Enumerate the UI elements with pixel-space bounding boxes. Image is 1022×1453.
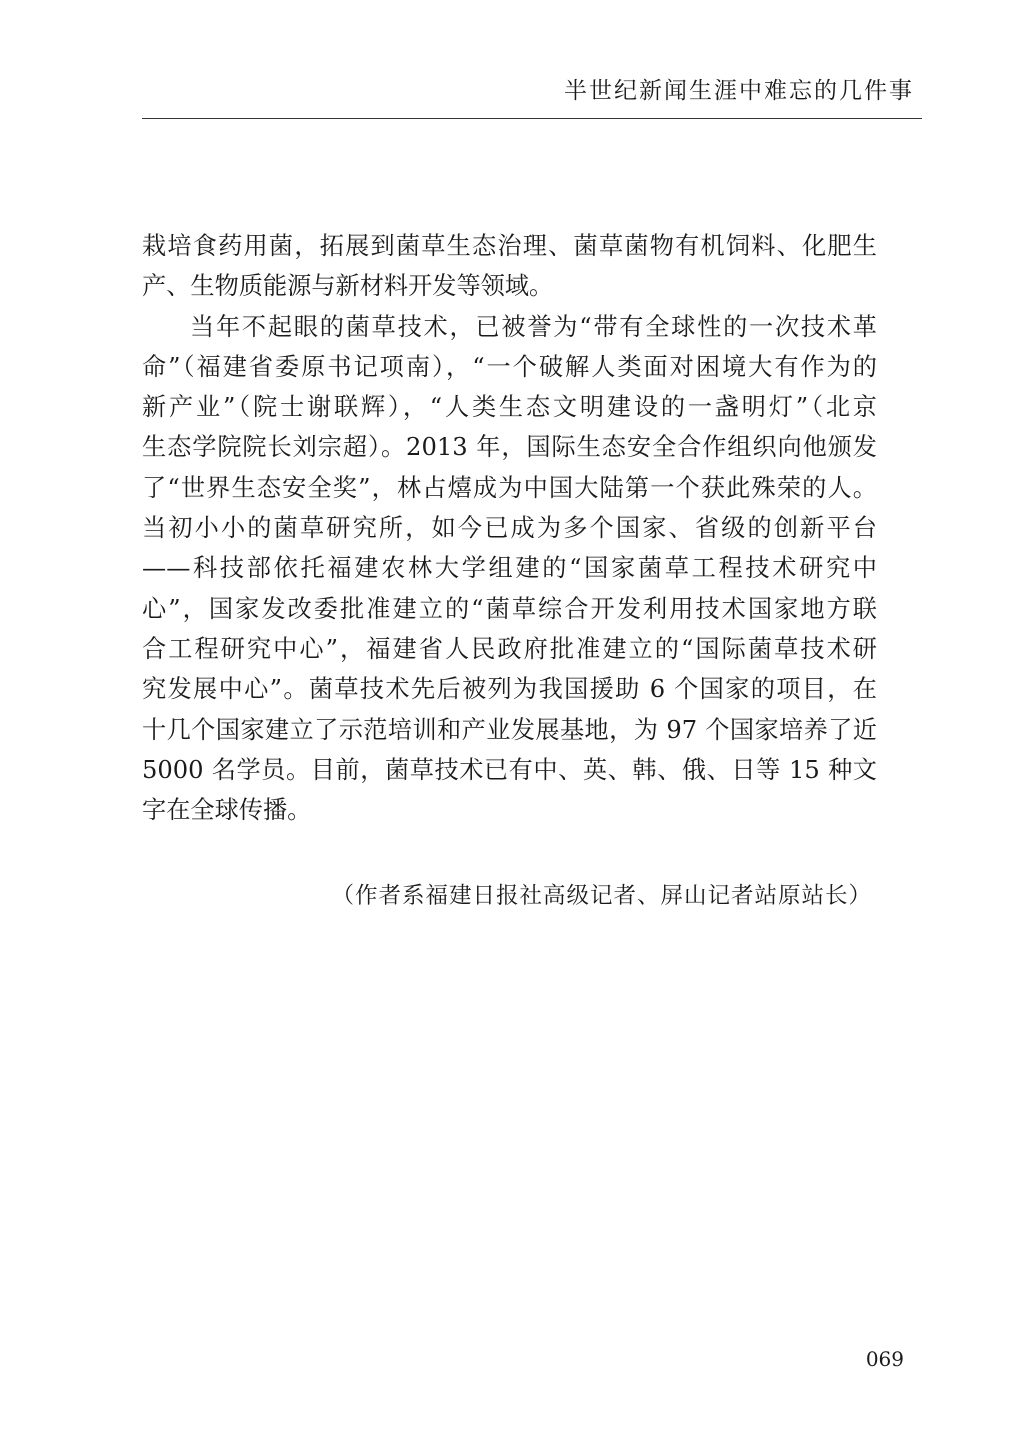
paragraph-1 — [142, 226, 877, 307]
text-line: 当初小小的菌草研究所，如今已成为多个国家、省级的创新平台 — [142, 514, 877, 543]
text-line: 究发展中心”。菌草技术先后被列为我国援助 6 个国家的项目，在 — [142, 675, 877, 704]
running-header: 半世纪新闻生涯中难忘的几件事 — [564, 78, 914, 104]
body-text — [142, 226, 877, 830]
page-number: 069 — [865, 1347, 904, 1371]
text-line: 命”（福建省委原书记项南），“一个破解人类面对困境大有作为的 — [142, 352, 877, 381]
text-line: 当年不起眼的菌草技术，已被誉为“带有全球性的一次技术革 — [190, 312, 877, 341]
text-line: 合工程研究中心”，福建省人民政府批准建立的“国际菌草技术研 — [142, 634, 877, 663]
text-line: ——科技部依托福建农林大学组建的“国家菌草工程技术研究中 — [142, 554, 877, 583]
paragraph-2 — [142, 307, 877, 831]
text-line: 心”，国家发改委批准建立的“菌草综合开发利用技术国家地方联 — [142, 594, 877, 623]
author-byline: （作者系福建日报社高级记者、屏山记者站原站长） — [331, 883, 872, 909]
text-line: 了“世界生态安全奖”，林占熺成为中国大陆第一个获此殊荣的人。 — [142, 473, 877, 502]
text-line: 产、生物质能源与新材料开发等领域。 — [142, 272, 554, 301]
header-rule — [142, 118, 922, 119]
text-line: 新产业”（院士谢联辉），“人类生态文明建设的一盏明灯”（北京 — [142, 393, 877, 422]
text-line: 十几个国家建立了示范培训和产业发展基地，为 97 个国家培养了近 — [142, 715, 877, 744]
text-line: 生态学院院长刘宗超）。2013 年，国际生态安全合作组织向他颁发 — [142, 433, 877, 462]
text-line: 栽培食药用菌，拓展到菌草生态治理、菌草菌物有机饲料、化肥生 — [142, 232, 877, 260]
text-line: 5000 名学员。目前，菌草技术已有中、英、韩、俄、日等 15 种文 — [142, 755, 877, 784]
text-line: 字在全球传播。 — [142, 796, 312, 825]
